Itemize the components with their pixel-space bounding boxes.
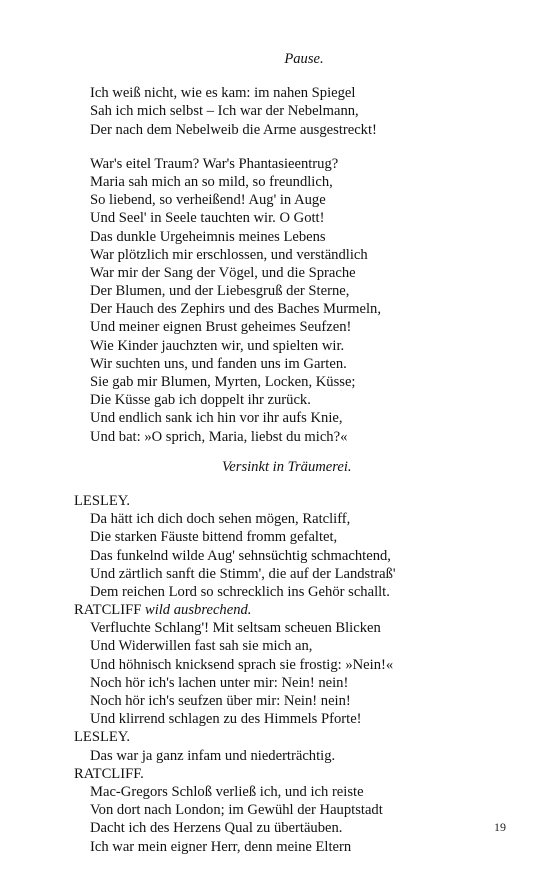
- verse-line: Maria sah mich an so mild, so freundlich,: [90, 173, 333, 190]
- verse-line: Das funkelnd wilde Aug' sehnsüchtig schmachtend,: [90, 547, 391, 564]
- text-block: [74, 50, 534, 856]
- verse-line: Noch hör ich's seufzen über mir: Nein! nein!: [90, 693, 351, 709]
- speaker-name: LESLEY.: [74, 729, 131, 746]
- verse-line: Und klirrend schlagen zu des Himmels Pforte!: [90, 711, 362, 728]
- verse-line: Der Blumen, und der Liebesgruß der Sterne,: [90, 283, 350, 300]
- verse-line: Mac-Gregors Schloß verließ ich, und ich reiste: [90, 783, 364, 800]
- speaker-name: LESLEY.: [74, 492, 131, 509]
- verse-line: Das dunkle Urgeheimnis meines Lebens: [90, 228, 326, 245]
- verse-line: War mir der Sang der Vögel, und die Sprache: [90, 264, 356, 281]
- spacer: [74, 139, 534, 155]
- stage-direction-traeumerei: Versinkt in Träumerei.: [222, 458, 352, 475]
- verse-line: Der Hauch des Zephirs und des Baches Murmeln,: [90, 301, 381, 318]
- verse-line: Sah ich mich selbst – Ich war der Nebelmann,: [90, 103, 359, 120]
- verse-line: Und Widerwillen fast sah sie mich an,: [90, 638, 313, 655]
- verse-line: Sie gab mir Blumen, Myrten, Locken, Küsse;: [90, 374, 356, 390]
- verse-line: Wie Kinder jauchzten wir, und spielten wir.: [90, 337, 345, 354]
- stage-direction-pause: Pause.: [284, 51, 324, 67]
- verse-line: Wir suchten uns, und fanden uns im Garten.: [90, 355, 347, 372]
- verse-line: Die Küsse gab ich doppelt ihr zurück.: [90, 392, 311, 409]
- verse-line: Und höhnisch knicksend sprach sie frostig: »Nein!«: [90, 656, 394, 673]
- spacer: [74, 476, 534, 492]
- spacer: [74, 446, 534, 458]
- stanza-1: [74, 84, 534, 139]
- verse-line: Ich war mein eigner Herr, denn meine Eltern: [90, 838, 352, 855]
- verse-line: Verfluchte Schlang'! Mit seltsam scheuen Blicken: [90, 620, 381, 637]
- speaker-heading: [74, 601, 534, 619]
- verse-line: Und bat: »O sprich, Maria, liebst du mich?«: [90, 428, 348, 445]
- verse-line: Ich weiß nicht, wie es kam: im nahen Spiegel: [90, 85, 356, 102]
- page-number: 19: [494, 820, 506, 834]
- verse-line: Das war ja ganz infam und niederträchtig.: [90, 747, 336, 764]
- verse-line: Noch hör ich's lachen unter mir: Nein! nein!: [90, 674, 349, 691]
- verse-line: Und meiner eignen Brust geheimes Seufzen!: [90, 319, 352, 336]
- verse-line: Und Seel' in Seele tauchten wir. O Gott!: [90, 210, 325, 227]
- verse-line: Dem reichen Lord so schrecklich ins Gehör schallt.: [90, 583, 390, 600]
- speech-ratcliff-2: [74, 765, 534, 856]
- verse-line: War's eitel Traum? War's Phantasieentrug?: [90, 155, 339, 172]
- speaker-name: RATCLIFF.: [74, 765, 144, 782]
- verse-line: Und endlich sank ich hin vor ihr aufs Knie,: [90, 410, 343, 427]
- verse-line: War plötzlich mir erschlossen, und verständlich: [90, 246, 368, 263]
- spacer: [74, 68, 534, 84]
- verse-line: Die starken Fäuste bittend fromm gefaltet,: [90, 529, 338, 546]
- verse-line: Dacht ich des Herzens Qual zu übertäuben.: [90, 820, 343, 837]
- speaker-name: RATCLIFF: [74, 602, 142, 619]
- speaker-direction: wild ausbrechend.: [144, 602, 252, 619]
- speech-ratcliff-1: [74, 601, 534, 728]
- speech-lesley-2: [74, 728, 534, 764]
- speech-lesley-1: [74, 492, 534, 601]
- verse-line: Da hätt ich dich doch sehen mögen, Ratcliff,: [90, 511, 351, 528]
- stanza-2: [74, 155, 534, 446]
- verse-line: Von dort nach London; im Gewühl der Hauptstadt: [90, 802, 383, 819]
- verse-line: So liebend, so verheißend! Aug' in Auge: [90, 192, 326, 209]
- verse-line: Und zärtlich sanft die Stimm', die auf der Landstraß': [90, 565, 396, 582]
- verse-line: Der nach dem Nebelweib die Arme ausgestreckt!: [90, 121, 377, 138]
